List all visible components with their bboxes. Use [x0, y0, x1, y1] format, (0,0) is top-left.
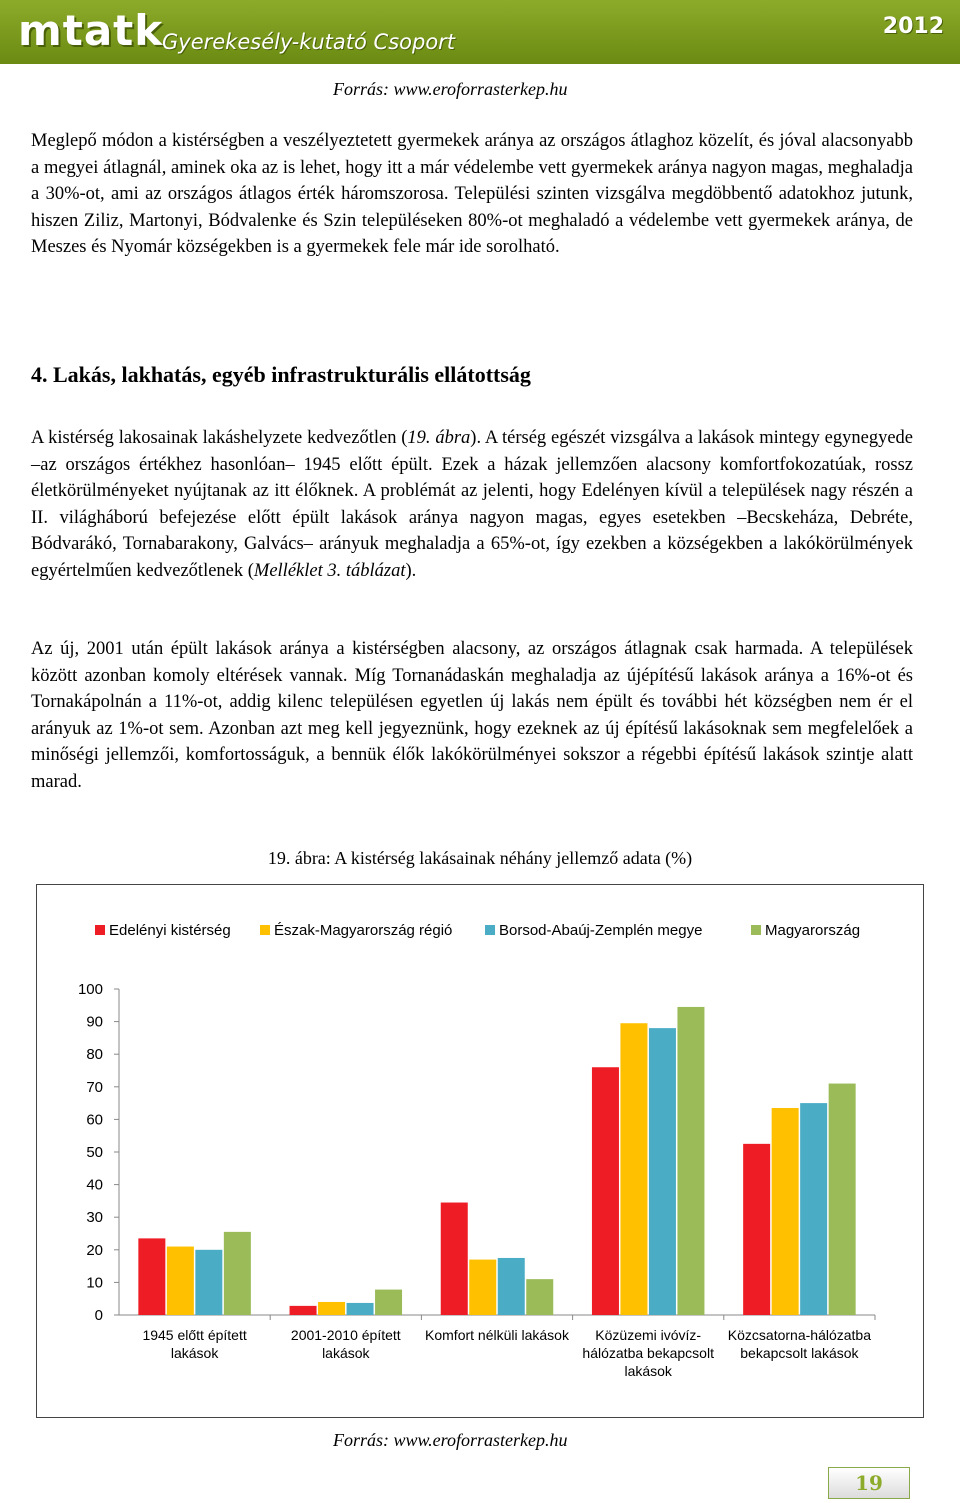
legend-swatch: [751, 925, 761, 935]
bar: [649, 1028, 676, 1315]
paragraph-2: [31, 425, 913, 585]
bar: [138, 1238, 165, 1315]
x-tick-label: Közcsatorna-hálózatba: [727, 1327, 872, 1343]
bar-chart: [37, 885, 923, 1417]
figure-reference: 19. ábra: [407, 428, 471, 448]
x-tick-label: lakások: [624, 1363, 672, 1379]
header-year: 2012: [882, 14, 944, 39]
y-tick-label: 10: [86, 1274, 103, 1292]
bar: [441, 1203, 468, 1315]
bar: [318, 1302, 345, 1315]
x-tick-label: lakások: [170, 1345, 219, 1361]
legend-swatch: [95, 925, 105, 935]
bar: [677, 1007, 704, 1315]
y-tick-label: 100: [77, 981, 103, 998]
bar: [290, 1306, 317, 1315]
source-top: Forrás: www.eroforrasterkep.hu: [333, 79, 568, 99]
page-number: 19: [855, 1471, 883, 1495]
x-tick-label: hálózatba bekapcsolt: [582, 1345, 714, 1361]
table-reference: Melléklet 3. táblázat: [253, 560, 406, 581]
y-tick-label: 60: [86, 1111, 103, 1129]
section-heading: 4. Lakás, lakhatás, egyéb infrastrukturális ellátottság: [31, 362, 531, 387]
legend-label: Edelényi kistérség: [109, 922, 231, 939]
legend-label: Borsod-Abaúj-Zemplén megye: [499, 922, 703, 939]
legend-label: Magyarország: [765, 922, 861, 939]
header-subtitle: Gyerekesély-kutató Csoport: [162, 30, 456, 54]
y-tick-label: 20: [86, 1241, 103, 1259]
bar: [743, 1144, 770, 1315]
p2-text-2: ). A térség egészét vizsgálva a lakások mintegy egynegyede –az országos értékhez hasonlóan– 1945 előtt épült. Ezek a házak jellemzően alacsony komfortfokozatúak, rossz életkörülményeket nyújtanak az itt élőknek. A problémát az jelenti, hogy Edelényen kívül a települések nagy részén a II. világháború befejezése előtt épült lakások aránya nagyon magas, egyes esetekben –Becskeháza, Debréte, Bódvarákó, Tornabarakony, Galvács– arányuk meghaladja a 65%-ot, így ezekben a községekben a lakókörülmények egyértelműen kedvezőtlenek (: [31, 428, 913, 581]
p2-text-1: A kistérség lakosainak lakáshelyzete kedvezőtlen (: [31, 428, 408, 448]
bar: [498, 1258, 525, 1315]
y-tick-label: 0: [94, 1307, 103, 1324]
x-tick-label: 1945 előtt épített: [142, 1327, 247, 1343]
p2-text-3: ).: [405, 560, 417, 581]
legend-swatch: [260, 925, 270, 935]
page-header: [0, 0, 960, 64]
paragraph-3: Az új, 2001 után épült lakások aránya a kistérségben alacsony, az országos átlagnak csak harmada. A települések között azonban komoly eltérések vannak. Míg Tornanádaskán meghaladja az újépítésű lakások aránya a 16%-ot és Tornakápolnán a 11%-ot, addig kilenc településen egyetlen új lakás nem épült és további hét községben nem ér el arányuk az 1%-ot sem. Azonban azt meg kell jegyeznünk, hogy ezeknek az új építésű lakásoknak sem megfelelőek a minőségi jellemzői, komfortosságuk, a bennük élők lakókörülményei sokszor a régebbi építésű lakások szintje alatt marad.: [31, 639, 913, 792]
y-tick-label: 80: [86, 1046, 103, 1064]
bar: [526, 1279, 553, 1315]
x-tick-label: lakások: [322, 1345, 370, 1361]
bar: [195, 1250, 222, 1315]
paragraph-1: Meglepő módon a kistérségben a veszélyeztetett gyermekek aránya az országos átlaghoz közelít, és jóval alacsonyabb a megyei átlagnál, aminek oka az is lehet, hogy itt a már védelembe vett gyermekek aránya nagyon magas, meghaladja a 30%-ot, ami az országos átlagos érték háromszorosa. Települési szinten vizsgálva megdöbbentő adatokhoz jutunk, hiszen Ziliz, Martonyi, Bódvalenke és Szin településeken 80%-ot meghaladó a védelembe vett gyermekek aránya, de Meszes és Nyomár községekben is a gyermekek fele már ide sorolható.: [31, 131, 913, 258]
bar: [772, 1108, 799, 1315]
x-tick-label: bekapcsolt lakások: [740, 1345, 859, 1361]
y-tick-label: 70: [86, 1078, 103, 1096]
mtatk-logo: mtatk: [18, 6, 164, 55]
legend-swatch: [485, 925, 495, 935]
bar: [800, 1103, 827, 1315]
bar: [469, 1260, 496, 1315]
x-tick-label: Közüzemi ivóvíz-: [595, 1327, 702, 1343]
y-tick-label: 30: [86, 1209, 103, 1227]
bar: [592, 1067, 619, 1315]
x-tick-label: 2001-2010 épített: [290, 1327, 401, 1343]
bar: [829, 1084, 856, 1315]
bar: [620, 1023, 647, 1315]
y-tick-label: 90: [86, 1013, 103, 1031]
y-tick-label: 40: [86, 1176, 103, 1194]
x-tick-label: Komfort nélküli lakások: [425, 1327, 569, 1343]
y-tick-label: 50: [86, 1144, 103, 1161]
figure-caption: 19. ábra: A kistérség lakásainak néhány jellemző adata (%): [267, 848, 693, 868]
page-number-box: [828, 1467, 910, 1499]
source-bottom: Forrás: www.eroforrasterkep.hu: [333, 1430, 568, 1450]
bar: [347, 1303, 374, 1315]
legend-label: Észak-Magyarország régió: [274, 922, 453, 939]
bar: [167, 1247, 194, 1315]
bar: [375, 1290, 402, 1315]
bar: [224, 1232, 251, 1315]
chart-frame: [36, 884, 924, 1418]
